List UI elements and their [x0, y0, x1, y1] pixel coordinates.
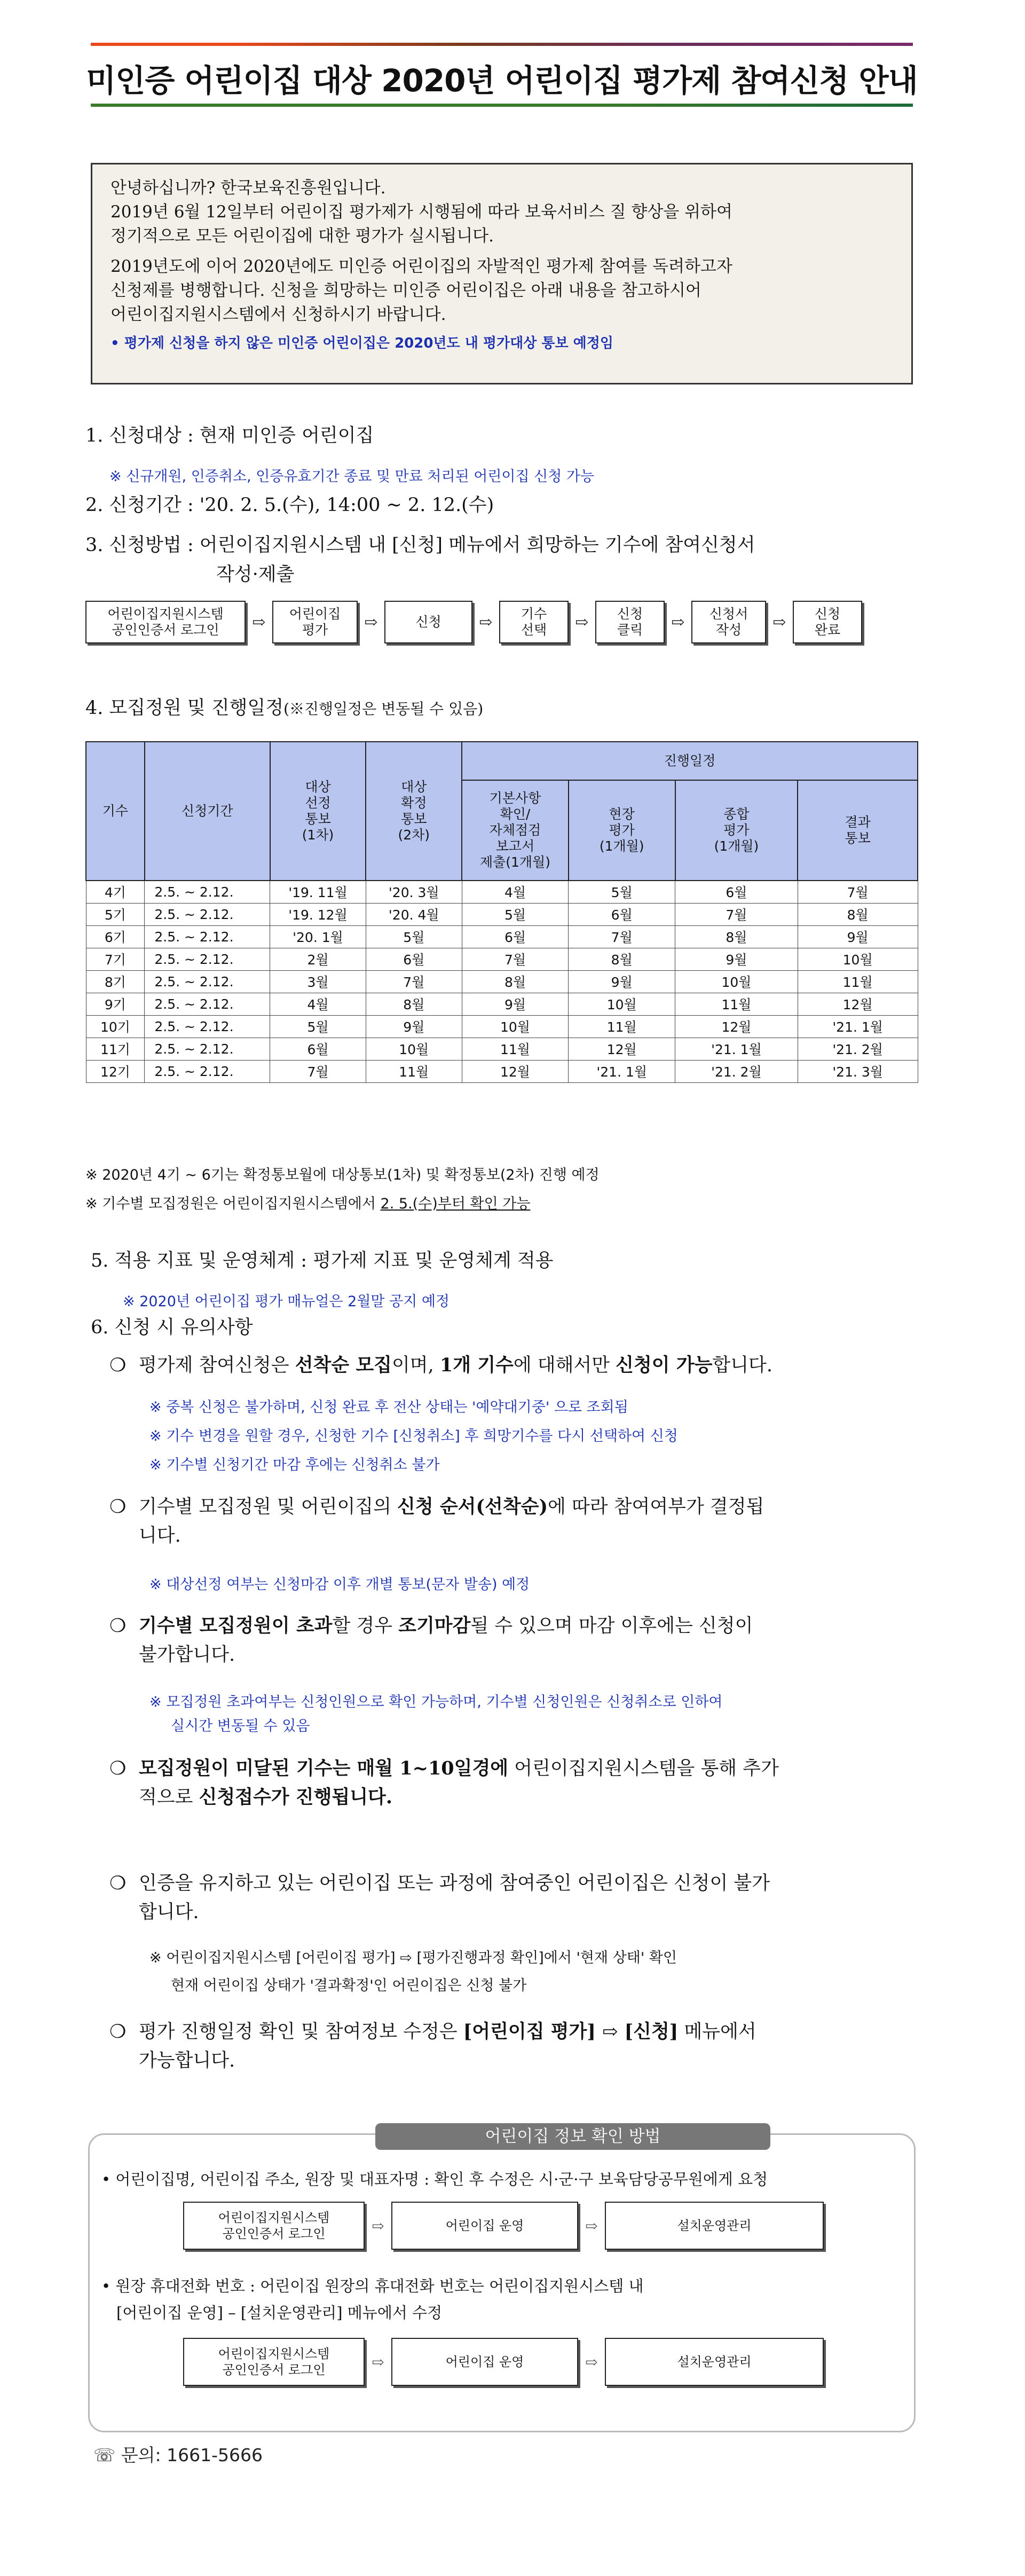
text-bold: 선착순 모집 [295, 1354, 392, 1376]
schedule-note-2-date: 2. 5.(수)부터 확인 가능 [380, 1196, 531, 1212]
table-cell: 5기 [86, 903, 145, 925]
table-cell: 2.5. ~ 2.12. [145, 903, 270, 925]
text-bold: 1개 기수 [439, 1354, 514, 1376]
arrow-right-icon: ⇨ [575, 612, 589, 632]
table-cell: '21. 2월 [798, 1038, 918, 1060]
text: 메뉴에서 [678, 2021, 756, 2043]
intro-notice: • 평가제 신청을 하지 않은 미인증 어린이집은 2020년도 내 평가대상 통보 예정임 [111, 335, 614, 351]
info-flow-management: 설치운영관리 [605, 2338, 824, 2386]
intro-line: 정기적으로 모든 어린이집에 대한 평가가 실시됩니다. [111, 226, 494, 246]
intro-line: 2019년 6월 12일부터 어린이집 평가제가 시행됨에 따라 보육서비스 질 향상을 위하여 [111, 202, 732, 222]
circle-bullet-icon: ❍ [109, 2021, 127, 2043]
schedule-table [85, 741, 918, 1083]
table-cell: '21. 3월 [798, 1060, 918, 1082]
arrow-right-icon: ⇨ [772, 612, 786, 632]
apply-flow [85, 601, 862, 643]
text: 합니다. [712, 1355, 772, 1376]
arrow-right-icon: ⇨ [364, 612, 378, 632]
flow-step-eval: 어린이집 평가 [272, 601, 358, 643]
text: 가능합니다. [139, 2050, 235, 2071]
section-5-title: 5. 적용 지표 및 운영체계 : 평가제 지표 및 운영체계 적용 [91, 1250, 554, 1271]
arrow-right-icon: ⇨ [585, 2217, 598, 2235]
notice-item-3-note: 실시간 변동될 수 있음 [171, 1718, 310, 1734]
notice-item-1-note: ※ 중복 신청은 불가하며, 신청 완료 후 전산 상태는 '예약대기중' 으로 조회됨 [149, 1399, 628, 1416]
page-title: 미인증 어린이집 대상 2020년 어린이집 평가제 참여신청 안내 [86, 62, 918, 99]
table-row [86, 1038, 918, 1060]
section-1-target: 1. 신청대상 : 현재 미인증 어린이집 [85, 425, 374, 446]
circle-bullet-icon: ❍ [109, 1873, 127, 1894]
table-cell: '21. 1월 [798, 1015, 918, 1038]
text: 에 따라 참여여부가 결정됩 [548, 1496, 764, 1518]
schedule-note-1: ※ 2020년 4기 ~ 6기는 확정통보월에 대상통보(1차) 및 확정통보(2차) 진행 예정 [85, 1167, 600, 1183]
table-cell: 12기 [86, 1060, 145, 1082]
info-check-title: 어린이집 정보 확인 방법 [375, 2123, 770, 2150]
table-cell: 2.5. ~ 2.12. [145, 1038, 270, 1060]
section-2-period: 2. 신청기간 : '20. 2. 5.(수), 14:00 ~ 2. 12.(수) [85, 494, 494, 516]
table-cell: 6월 [675, 881, 798, 903]
table-cell: 2.5. ~ 2.12. [145, 948, 270, 970]
text-bold: 신청이 가능 [616, 1354, 713, 1376]
table-cell: '21. 1월 [569, 1060, 675, 1082]
table-cell: 10월 [569, 993, 675, 1015]
text: 이며, [391, 1355, 440, 1376]
table-cell: 9기 [86, 993, 145, 1015]
arrow-right-icon: ⇨ [479, 612, 493, 632]
table-cell: 2.5. ~ 2.12. [145, 925, 270, 948]
table-cell: 6월 [270, 1038, 366, 1060]
table-cell: '19. 11월 [270, 881, 366, 903]
table-row [86, 948, 918, 970]
section-1-note: ※ 신규개원, 인증취소, 인증유효기간 종료 및 만료 처리된 어린이집 신청 가능 [109, 468, 595, 485]
table-cell: 8월 [462, 970, 569, 993]
table-cell: 7월 [366, 970, 462, 993]
info-check-box [88, 2127, 916, 2432]
table-row [86, 970, 918, 993]
table-cell: 7월 [569, 925, 675, 948]
text-bold: 신청접수가 진행됩니다. [199, 1786, 393, 1808]
th-period: 신청기간 [145, 742, 270, 881]
table-cell: 8월 [569, 948, 675, 970]
flow-step-login: 어린이집지원시스템 공인인증서 로그인 [85, 601, 246, 643]
table-cell: '19. 12월 [270, 903, 366, 925]
th-total: 종합 평가 (1개월) [675, 780, 798, 881]
text: 니다. [139, 1525, 181, 1546]
flow-step-select: 기수 선택 [499, 601, 569, 643]
info-flow-operation: 어린이집 운영 [391, 2202, 578, 2250]
th-select-2: 대상 확정 통보 (2차) [366, 742, 462, 881]
info-line-1: • 어린이집명, 어린이집 주소, 원장 및 대표자명 : 확인 후 수정은 시·군·구 보육담당공무원에게 요청 [101, 2170, 768, 2188]
text: 할 경우 [332, 1615, 399, 1637]
text-bold: [어린이집 평가] ⇨ [신청] [463, 2021, 679, 2043]
table-cell: 9월 [366, 1015, 462, 1038]
title-bottom-rule [91, 104, 913, 107]
table-row [86, 1060, 918, 1082]
intro-line: 2019년도에 이어 2020년에도 미인증 어린이집의 자발적인 평가제 참여를 독려하고자 [111, 257, 732, 276]
circle-bullet-icon: ❍ [109, 1758, 127, 1779]
intro-line: 신청제를 병행합니다. 신청을 희망하는 미인증 어린이집은 아래 내용을 참고하시어 [111, 281, 701, 300]
flow-step-write: 신청서 작성 [691, 601, 766, 643]
text-bold: 신청 순서(선착순) [397, 1496, 548, 1518]
table-row [86, 993, 918, 1015]
table-row [86, 881, 918, 903]
table-cell: 9월 [798, 925, 918, 948]
section-5-note: ※ 2020년 어린이집 평가 매뉴얼은 2월말 공지 예정 [123, 1293, 450, 1310]
section-3-method: 3. 신청방법 : 어린이집지원시스템 내 [신청] 메뉴에서 희망하는 기수에 참여신청서 [85, 535, 755, 556]
table-cell: 5월 [270, 1015, 366, 1038]
schedule-note-2 [85, 1192, 530, 1213]
table-cell: 6월 [569, 903, 675, 925]
table-cell: 11월 [798, 970, 918, 993]
notice-item-5-note: 현재 어린이집 상태가 '결과확정'인 어린이집은 신청 불가 [171, 1977, 527, 1994]
table-cell: 11기 [86, 1038, 145, 1060]
table-cell: '20. 1월 [270, 925, 366, 948]
table-cell: 10월 [366, 1038, 462, 1060]
table-cell: 11월 [675, 993, 798, 1015]
notice-item-5 [109, 1869, 770, 1927]
circle-bullet-icon: ❍ [109, 1615, 127, 1637]
text: 어린이집지원시스템을 통해 추가 [508, 1758, 779, 1779]
arrow-right-icon: ⇨ [372, 2353, 384, 2371]
table-cell: 5월 [569, 881, 675, 903]
table-cell: 9월 [675, 948, 798, 970]
section-4-heading: 4. 모집정원 및 진행일정 [85, 697, 284, 719]
notice-item-3-note: ※ 모집정원 초과여부는 신청인원으로 확인 가능하며, 기수별 신청인원은 신청취소로 인하여 [149, 1694, 723, 1710]
th-select-1: 대상 선정 통보 (1차) [270, 742, 366, 881]
text: 평가 진행일정 확인 및 참여정보 수정은 [139, 2021, 463, 2043]
text: 불가합니다. [139, 1644, 235, 1666]
text: 평가제 참여신청은 [139, 1355, 295, 1376]
table-cell: 10기 [86, 1015, 145, 1038]
schedule-note-2-text: ※ 기수별 모집정원은 어린이집지원시스템에서 [85, 1196, 381, 1212]
table-row [86, 925, 918, 948]
th-basic: 기본사항 확인/ 자체점검 보고서 제출(1개월) [462, 780, 569, 881]
table-cell: 2.5. ~ 2.12. [145, 881, 270, 903]
circle-bullet-icon: ❍ [109, 1355, 127, 1376]
notice-item-5-note: ※ 어린이집지원시스템 [어린이집 평가] ⇨ [평가진행과정 확인]에서 '현재 상태' 확인 [149, 1950, 677, 1966]
table-cell: 9월 [569, 970, 675, 993]
table-cell: 8월 [366, 993, 462, 1015]
table-cell: 7월 [270, 1060, 366, 1082]
table-cell: '21. 1월 [675, 1038, 798, 1060]
table-cell: '20. 3월 [366, 881, 462, 903]
schedule-body [86, 881, 918, 1082]
text: 에 대해서만 [513, 1355, 616, 1376]
intro-box [91, 163, 913, 384]
section-4-title [85, 694, 483, 723]
info-flow-operation: 어린이집 운영 [391, 2338, 578, 2386]
title-top-rule [91, 43, 913, 46]
intro-line: 안녕하십니까? 한국보육진흥원입니다. [111, 178, 386, 198]
table-cell: 2.5. ~ 2.12. [145, 1015, 270, 1038]
th-progress: 진행일정 [462, 742, 918, 780]
table-cell: 7월 [798, 881, 918, 903]
text-bold: 기수별 모집정원이 초과 [139, 1615, 333, 1637]
table-row [86, 903, 918, 925]
notice-item-1-note: ※ 기수 변경을 원할 경우, 신청한 기수 [신청취소] 후 희망기수를 다시 선택하여 신청 [149, 1428, 678, 1444]
notice-item-1 [109, 1351, 772, 1380]
flow-step-click: 신청 클릭 [595, 601, 665, 643]
th-gisu: 기수 [86, 742, 145, 881]
table-row [86, 1015, 918, 1038]
table-cell: 10월 [675, 970, 798, 993]
table-cell: 12월 [675, 1015, 798, 1038]
info-flow-login: 어린이집지원시스템 공인인증서 로그인 [183, 2338, 365, 2386]
notice-item-2 [109, 1493, 764, 1550]
table-cell: 11월 [366, 1060, 462, 1082]
table-cell: 12월 [798, 993, 918, 1015]
arrow-right-icon: ⇨ [671, 612, 685, 632]
text-bold: 조기마감 [398, 1615, 471, 1637]
notice-item-4 [109, 1754, 779, 1812]
table-cell: 8기 [86, 970, 145, 993]
th-result: 결과 통보 [798, 780, 918, 881]
table-cell: 6월 [366, 948, 462, 970]
flow-step-apply: 신청 [384, 601, 472, 643]
table-cell: 8월 [798, 903, 918, 925]
info-flow-2 [183, 2338, 824, 2386]
section-3-method-cont: 작성·제출 [216, 564, 295, 585]
table-cell: '21. 2월 [675, 1060, 798, 1082]
table-cell: 10월 [462, 1015, 569, 1038]
info-flow-1 [183, 2202, 824, 2250]
table-cell: 2.5. ~ 2.12. [145, 1060, 270, 1082]
table-cell: 11월 [569, 1015, 675, 1038]
notice-item-3 [109, 1612, 753, 1669]
table-cell: '20. 4월 [366, 903, 462, 925]
arrow-right-icon: ⇨ [372, 2217, 384, 2235]
table-cell: 6기 [86, 925, 145, 948]
text-bold: 모집정원이 미달된 기수는 매월 1~10일경에 [139, 1757, 509, 1779]
notice-item-1-note: ※ 기수별 신청기간 마감 후에는 신청취소 불가 [149, 1457, 440, 1473]
table-cell: 5월 [462, 903, 569, 925]
table-cell: 7월 [462, 948, 569, 970]
text: 합니다. [139, 1902, 199, 1923]
arrow-right-icon: ⇨ [252, 612, 266, 632]
table-cell: 7월 [675, 903, 798, 925]
notice-item-2-note: ※ 대상선정 여부는 신청마감 이후 개별 통보(문자 발송) 예정 [149, 1576, 530, 1593]
table-cell: 4기 [86, 881, 145, 903]
text: 기수별 모집정원 및 어린이집의 [139, 1496, 398, 1518]
info-line-2: • 원장 휴대전화 번호 : 어린이집 원장의 휴대전화 번호는 어린이집지원시스템 내 [101, 2277, 644, 2295]
table-cell: 12월 [462, 1060, 569, 1082]
table-cell: 4월 [462, 881, 569, 903]
table-cell: 12월 [569, 1038, 675, 1060]
notice-page [85, 32, 918, 2465]
th-site: 현장 평가 (1개월) [569, 780, 675, 881]
table-cell: 4월 [270, 993, 366, 1015]
table-cell: 2.5. ~ 2.12. [145, 993, 270, 1015]
section-4-heading-note: (※진행일정은 변동될 수 있음) [283, 700, 484, 718]
table-cell: 9월 [462, 993, 569, 1015]
info-flow-management: 설치운영관리 [605, 2202, 824, 2250]
info-line-2b: [어린이집 운영] – [설치운영관리] 메뉴에서 수정 [116, 2304, 443, 2322]
table-cell: 2월 [270, 948, 366, 970]
text: 적으로 [139, 1787, 199, 1808]
circle-bullet-icon: ❍ [109, 1496, 127, 1518]
section-6-title: 6. 신청 시 유의사항 [91, 1317, 253, 1338]
table-cell: 10월 [798, 948, 918, 970]
intro-line: 어린이집지원시스템에서 신청하시기 바랍니다. [111, 305, 446, 324]
notice-item-6 [109, 2017, 756, 2075]
table-cell: 11월 [462, 1038, 569, 1060]
text: 인증을 유지하고 있는 어린이집 또는 과정에 참여중인 어린이집은 신청이 불가 [139, 1873, 770, 1894]
title-banner [85, 32, 918, 107]
table-cell: 2.5. ~ 2.12. [145, 970, 270, 993]
text: 될 수 있으며 마감 이후에는 신청이 [470, 1615, 753, 1637]
info-flow-login: 어린이집지원시스템 공인인증서 로그인 [183, 2202, 365, 2250]
contact-phone: ☏ 문의: 1661-5666 [93, 2445, 263, 2465]
table-cell: 3월 [270, 970, 366, 993]
arrow-right-icon: ⇨ [585, 2353, 598, 2371]
flow-step-done: 신청 완료 [793, 601, 862, 643]
table-cell: 7기 [86, 948, 145, 970]
table-cell: 6월 [462, 925, 569, 948]
table-cell: 8월 [675, 925, 798, 948]
table-cell: 5월 [366, 925, 462, 948]
